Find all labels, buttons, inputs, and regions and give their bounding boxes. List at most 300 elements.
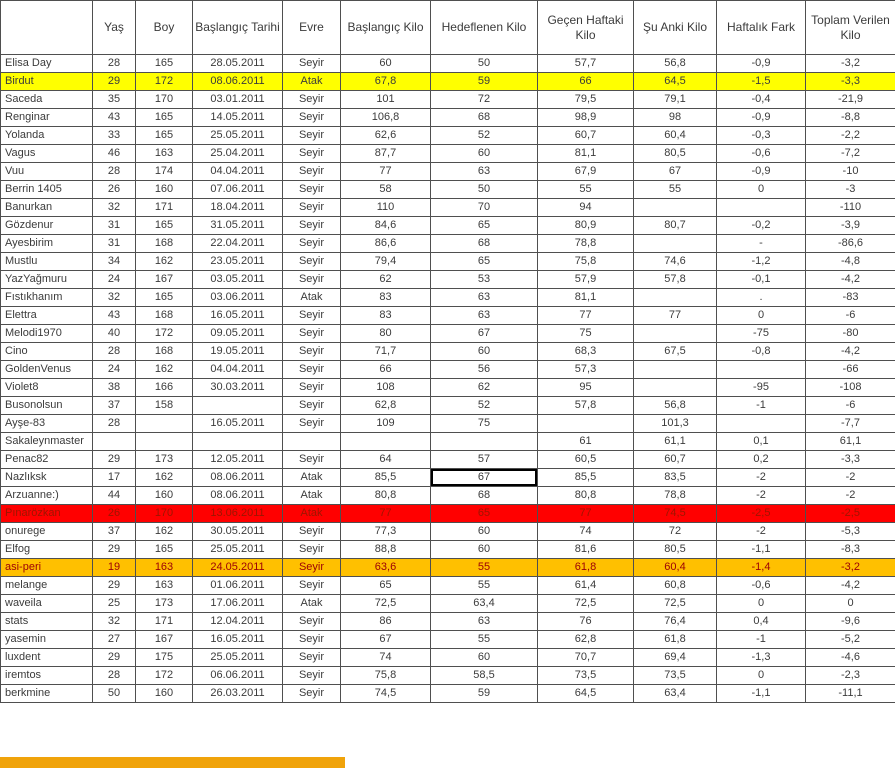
- cell-name[interactable]: Vagus: [1, 145, 93, 163]
- cell-su_anki_kilo[interactable]: 80,7: [634, 217, 717, 235]
- cell-hedeflenen_kilo[interactable]: 59: [431, 73, 538, 91]
- cell-evre[interactable]: Seyir: [283, 199, 341, 217]
- cell-gecen_haftaki_kilo[interactable]: 78,8: [538, 235, 634, 253]
- cell-baslangic_kilo[interactable]: 60: [341, 55, 431, 73]
- cell-su_anki_kilo[interactable]: 74,6: [634, 253, 717, 271]
- cell-name[interactable]: Elettra: [1, 307, 93, 325]
- cell-hedeflenen_kilo[interactable]: 65: [431, 505, 538, 523]
- cell-hedeflenen_kilo[interactable]: 68: [431, 235, 538, 253]
- cell-toplam_verilen_kilo[interactable]: -4,2: [806, 577, 895, 595]
- cell-hedeflenen_kilo[interactable]: 63: [431, 289, 538, 307]
- cell-tarih[interactable]: 03.01.2011: [193, 91, 283, 109]
- cell-su_anki_kilo[interactable]: 69,4: [634, 649, 717, 667]
- cell-haftalik_fark[interactable]: 0,4: [717, 613, 806, 631]
- cell-su_anki_kilo[interactable]: 77: [634, 307, 717, 325]
- cell-name[interactable]: Saceda: [1, 91, 93, 109]
- cell-tarih[interactable]: 08.06.2011: [193, 487, 283, 505]
- cell-tarih[interactable]: 07.06.2011: [193, 181, 283, 199]
- cell-evre[interactable]: Atak: [283, 469, 341, 487]
- cell-toplam_verilen_kilo[interactable]: 61,1: [806, 433, 895, 451]
- cell-su_anki_kilo[interactable]: 80,5: [634, 145, 717, 163]
- cell-yas[interactable]: 28: [93, 343, 136, 361]
- cell-boy[interactable]: 172: [136, 325, 193, 343]
- cell-yas[interactable]: 31: [93, 235, 136, 253]
- cell-name[interactable]: Arzuanne:): [1, 487, 93, 505]
- cell-boy[interactable]: 171: [136, 199, 193, 217]
- header-cell-gecen_haftaki_kilo[interactable]: Geçen Haftaki Kilo: [538, 1, 634, 55]
- cell-hedeflenen_kilo[interactable]: 60: [431, 145, 538, 163]
- cell-baslangic_kilo[interactable]: 106,8: [341, 109, 431, 127]
- cell-baslangic_kilo[interactable]: 63,6: [341, 559, 431, 577]
- cell-baslangic_kilo[interactable]: 108: [341, 379, 431, 397]
- cell-baslangic_kilo[interactable]: 74: [341, 649, 431, 667]
- cell-su_anki_kilo[interactable]: 56,8: [634, 397, 717, 415]
- cell-toplam_verilen_kilo[interactable]: -5,2: [806, 631, 895, 649]
- cell-yas[interactable]: 32: [93, 199, 136, 217]
- cell-haftalik_fark[interactable]: -0,6: [717, 145, 806, 163]
- cell-toplam_verilen_kilo[interactable]: -7,2: [806, 145, 895, 163]
- cell-boy[interactable]: 175: [136, 649, 193, 667]
- cell-haftalik_fark[interactable]: 0: [717, 667, 806, 685]
- cell-haftalik_fark[interactable]: -1,3: [717, 649, 806, 667]
- cell-su_anki_kilo[interactable]: 55: [634, 181, 717, 199]
- cell-evre[interactable]: Seyir: [283, 523, 341, 541]
- cell-yas[interactable]: 33: [93, 127, 136, 145]
- cell-boy[interactable]: 165: [136, 541, 193, 559]
- cell-haftalik_fark[interactable]: -0,2: [717, 217, 806, 235]
- cell-evre[interactable]: Atak: [283, 289, 341, 307]
- cell-haftalik_fark[interactable]: -0,9: [717, 109, 806, 127]
- cell-hedeflenen_kilo[interactable]: 50: [431, 181, 538, 199]
- cell-gecen_haftaki_kilo[interactable]: 95: [538, 379, 634, 397]
- cell-baslangic_kilo[interactable]: 62,8: [341, 397, 431, 415]
- cell-toplam_verilen_kilo[interactable]: -2,2: [806, 127, 895, 145]
- cell-toplam_verilen_kilo[interactable]: -86,6: [806, 235, 895, 253]
- cell-boy[interactable]: 160: [136, 685, 193, 703]
- cell-baslangic_kilo[interactable]: 62,6: [341, 127, 431, 145]
- cell-boy[interactable]: 160: [136, 487, 193, 505]
- cell-tarih[interactable]: 16.05.2011: [193, 307, 283, 325]
- cell-hedeflenen_kilo[interactable]: 50: [431, 55, 538, 73]
- cell-boy[interactable]: 165: [136, 109, 193, 127]
- cell-haftalik_fark[interactable]: -75: [717, 325, 806, 343]
- cell-boy[interactable]: 165: [136, 217, 193, 235]
- cell-su_anki_kilo[interactable]: 67: [634, 163, 717, 181]
- cell-gecen_haftaki_kilo[interactable]: 61,4: [538, 577, 634, 595]
- cell-toplam_verilen_kilo[interactable]: -9,6: [806, 613, 895, 631]
- cell-su_anki_kilo[interactable]: 56,8: [634, 55, 717, 73]
- cell-hedeflenen_kilo[interactable]: 56: [431, 361, 538, 379]
- cell-evre[interactable]: Seyir: [283, 217, 341, 235]
- cell-tarih[interactable]: 28.05.2011: [193, 55, 283, 73]
- cell-evre[interactable]: Seyir: [283, 253, 341, 271]
- cell-name[interactable]: yasemin: [1, 631, 93, 649]
- cell-yas[interactable]: 43: [93, 109, 136, 127]
- cell-baslangic_kilo[interactable]: 77,3: [341, 523, 431, 541]
- cell-tarih[interactable]: 13.06.2011: [193, 505, 283, 523]
- cell-toplam_verilen_kilo[interactable]: -7,7: [806, 415, 895, 433]
- cell-gecen_haftaki_kilo[interactable]: 57,3: [538, 361, 634, 379]
- cell-su_anki_kilo[interactable]: [634, 235, 717, 253]
- cell-evre[interactable]: Seyir: [283, 235, 341, 253]
- cell-gecen_haftaki_kilo[interactable]: 72,5: [538, 595, 634, 613]
- cell-haftalik_fark[interactable]: -0,6: [717, 577, 806, 595]
- cell-boy[interactable]: 162: [136, 523, 193, 541]
- cell-toplam_verilen_kilo[interactable]: 0: [806, 595, 895, 613]
- cell-evre[interactable]: Seyir: [283, 343, 341, 361]
- cell-haftalik_fark[interactable]: -95: [717, 379, 806, 397]
- cell-name[interactable]: Sakaleynmaster: [1, 433, 93, 451]
- cell-evre[interactable]: Seyir: [283, 55, 341, 73]
- cell-evre[interactable]: Seyir: [283, 613, 341, 631]
- header-cell-haftalik_fark[interactable]: Haftalık Fark: [717, 1, 806, 55]
- cell-evre[interactable]: Seyir: [283, 127, 341, 145]
- cell-hedeflenen_kilo[interactable]: 52: [431, 127, 538, 145]
- cell-tarih[interactable]: 08.06.2011: [193, 469, 283, 487]
- cell-evre[interactable]: Seyir: [283, 271, 341, 289]
- cell-yas[interactable]: 28: [93, 415, 136, 433]
- cell-toplam_verilen_kilo[interactable]: -6: [806, 397, 895, 415]
- cell-gecen_haftaki_kilo[interactable]: 60,7: [538, 127, 634, 145]
- cell-toplam_verilen_kilo[interactable]: -2: [806, 469, 895, 487]
- cell-gecen_haftaki_kilo[interactable]: 75: [538, 325, 634, 343]
- cell-yas[interactable]: 17: [93, 469, 136, 487]
- cell-hedeflenen_kilo[interactable]: 63,4: [431, 595, 538, 613]
- cell-name[interactable]: stats: [1, 613, 93, 631]
- cell-name[interactable]: Violet8: [1, 379, 93, 397]
- cell-yas[interactable]: 50: [93, 685, 136, 703]
- cell-haftalik_fark[interactable]: -0,9: [717, 163, 806, 181]
- cell-evre[interactable]: Seyir: [283, 577, 341, 595]
- cell-name[interactable]: Busonolsun: [1, 397, 93, 415]
- cell-name[interactable]: Ayesbirim: [1, 235, 93, 253]
- cell-evre[interactable]: Seyir: [283, 541, 341, 559]
- cell-baslangic_kilo[interactable]: 80: [341, 325, 431, 343]
- header-cell-baslangic_kilo[interactable]: Başlangıç Kilo: [341, 1, 431, 55]
- cell-hedeflenen_kilo[interactable]: 65: [431, 253, 538, 271]
- cell-yas[interactable]: 32: [93, 613, 136, 631]
- cell-gecen_haftaki_kilo[interactable]: 55: [538, 181, 634, 199]
- cell-tarih[interactable]: [193, 433, 283, 451]
- cell-haftalik_fark[interactable]: -1: [717, 397, 806, 415]
- cell-haftalik_fark[interactable]: -1: [717, 631, 806, 649]
- cell-haftalik_fark[interactable]: -1,1: [717, 541, 806, 559]
- cell-yas[interactable]: 40: [93, 325, 136, 343]
- cell-hedeflenen_kilo[interactable]: 63: [431, 163, 538, 181]
- cell-haftalik_fark[interactable]: [717, 199, 806, 217]
- header-cell-evre[interactable]: Evre: [283, 1, 341, 55]
- cell-tarih[interactable]: 14.05.2011: [193, 109, 283, 127]
- cell-name[interactable]: GoldenVenus: [1, 361, 93, 379]
- cell-boy[interactable]: 168: [136, 235, 193, 253]
- cell-boy[interactable]: 171: [136, 613, 193, 631]
- cell-baslangic_kilo[interactable]: 71,7: [341, 343, 431, 361]
- cell-tarih[interactable]: 03.05.2011: [193, 271, 283, 289]
- cell-yas[interactable]: [93, 433, 136, 451]
- cell-name[interactable]: iremtos: [1, 667, 93, 685]
- cell-haftalik_fark[interactable]: -0,9: [717, 55, 806, 73]
- cell-yas[interactable]: 24: [93, 361, 136, 379]
- cell-evre[interactable]: Atak: [283, 73, 341, 91]
- cell-tarih[interactable]: 23.05.2011: [193, 253, 283, 271]
- cell-yas[interactable]: 29: [93, 451, 136, 469]
- cell-gecen_haftaki_kilo[interactable]: 70,7: [538, 649, 634, 667]
- cell-toplam_verilen_kilo[interactable]: -108: [806, 379, 895, 397]
- cell-haftalik_fark[interactable]: -0,1: [717, 271, 806, 289]
- cell-toplam_verilen_kilo[interactable]: -3,2: [806, 559, 895, 577]
- cell-baslangic_kilo[interactable]: 74,5: [341, 685, 431, 703]
- cell-hedeflenen_kilo[interactable]: 65: [431, 217, 538, 235]
- cell-toplam_verilen_kilo[interactable]: -2: [806, 487, 895, 505]
- cell-su_anki_kilo[interactable]: [634, 289, 717, 307]
- cell-name[interactable]: Fıstıkhanım: [1, 289, 93, 307]
- cell-name[interactable]: berkmine: [1, 685, 93, 703]
- cell-boy[interactable]: 165: [136, 127, 193, 145]
- cell-boy[interactable]: 162: [136, 253, 193, 271]
- cell-haftalik_fark[interactable]: -0,3: [717, 127, 806, 145]
- cell-su_anki_kilo[interactable]: 63,4: [634, 685, 717, 703]
- cell-haftalik_fark[interactable]: 0: [717, 307, 806, 325]
- cell-haftalik_fark[interactable]: 0,1: [717, 433, 806, 451]
- cell-yas[interactable]: 34: [93, 253, 136, 271]
- cell-su_anki_kilo[interactable]: 74,5: [634, 505, 717, 523]
- cell-yas[interactable]: 25: [93, 595, 136, 613]
- cell-name[interactable]: waveila: [1, 595, 93, 613]
- cell-tarih[interactable]: 06.06.2011: [193, 667, 283, 685]
- cell-boy[interactable]: 170: [136, 505, 193, 523]
- cell-toplam_verilen_kilo[interactable]: -3,3: [806, 451, 895, 469]
- cell-name[interactable]: Cino: [1, 343, 93, 361]
- cell-su_anki_kilo[interactable]: 83,5: [634, 469, 717, 487]
- cell-gecen_haftaki_kilo[interactable]: 77: [538, 307, 634, 325]
- cell-tarih[interactable]: 25.05.2011: [193, 541, 283, 559]
- cell-tarih[interactable]: 17.06.2011: [193, 595, 283, 613]
- cell-gecen_haftaki_kilo[interactable]: 57,8: [538, 397, 634, 415]
- cell-su_anki_kilo[interactable]: [634, 361, 717, 379]
- cell-boy[interactable]: 173: [136, 595, 193, 613]
- cell-evre[interactable]: Seyir: [283, 379, 341, 397]
- cell-name[interactable]: Melodi1970: [1, 325, 93, 343]
- header-cell-name[interactable]: [1, 1, 93, 55]
- cell-name[interactable]: Nazlıksk: [1, 469, 93, 487]
- cell-name[interactable]: melange: [1, 577, 93, 595]
- cell-yas[interactable]: 29: [93, 649, 136, 667]
- cell-yas[interactable]: 31: [93, 217, 136, 235]
- cell-gecen_haftaki_kilo[interactable]: 57,7: [538, 55, 634, 73]
- cell-name[interactable]: Vuu: [1, 163, 93, 181]
- cell-hedeflenen_kilo[interactable]: 75: [431, 415, 538, 433]
- cell-tarih[interactable]: 01.06.2011: [193, 577, 283, 595]
- cell-gecen_haftaki_kilo[interactable]: 61,8: [538, 559, 634, 577]
- cell-baslangic_kilo[interactable]: 80,8: [341, 487, 431, 505]
- cell-tarih[interactable]: 18.04.2011: [193, 199, 283, 217]
- cell-baslangic_kilo[interactable]: 67,8: [341, 73, 431, 91]
- cell-name[interactable]: Pınarözkan: [1, 505, 93, 523]
- cell-name[interactable]: Banurkan: [1, 199, 93, 217]
- cell-boy[interactable]: 167: [136, 631, 193, 649]
- cell-hedeflenen_kilo[interactable]: 53: [431, 271, 538, 289]
- cell-boy[interactable]: 166: [136, 379, 193, 397]
- cell-boy[interactable]: 172: [136, 667, 193, 685]
- cell-evre[interactable]: Seyir: [283, 361, 341, 379]
- cell-boy[interactable]: 165: [136, 289, 193, 307]
- cell-toplam_verilen_kilo[interactable]: -4,6: [806, 649, 895, 667]
- cell-toplam_verilen_kilo[interactable]: -3,3: [806, 73, 895, 91]
- cell-haftalik_fark[interactable]: 0,2: [717, 451, 806, 469]
- cell-su_anki_kilo[interactable]: 60,7: [634, 451, 717, 469]
- cell-toplam_verilen_kilo[interactable]: -3: [806, 181, 895, 199]
- cell-gecen_haftaki_kilo[interactable]: 85,5: [538, 469, 634, 487]
- cell-su_anki_kilo[interactable]: 60,8: [634, 577, 717, 595]
- cell-su_anki_kilo[interactable]: 61,8: [634, 631, 717, 649]
- cell-baslangic_kilo[interactable]: 77: [341, 505, 431, 523]
- cell-baslangic_kilo[interactable]: 86,6: [341, 235, 431, 253]
- cell-toplam_verilen_kilo[interactable]: -83: [806, 289, 895, 307]
- cell-evre[interactable]: Seyir: [283, 145, 341, 163]
- cell-tarih[interactable]: [193, 397, 283, 415]
- cell-toplam_verilen_kilo[interactable]: -8,8: [806, 109, 895, 127]
- cell-su_anki_kilo[interactable]: 80,5: [634, 541, 717, 559]
- cell-tarih[interactable]: 04.04.2011: [193, 361, 283, 379]
- cell-evre[interactable]: Seyir: [283, 325, 341, 343]
- cell-gecen_haftaki_kilo[interactable]: 62,8: [538, 631, 634, 649]
- cell-toplam_verilen_kilo[interactable]: -2,3: [806, 667, 895, 685]
- cell-toplam_verilen_kilo[interactable]: -80: [806, 325, 895, 343]
- cell-toplam_verilen_kilo[interactable]: -8,3: [806, 541, 895, 559]
- cell-evre[interactable]: Seyir: [283, 181, 341, 199]
- cell-su_anki_kilo[interactable]: 72,5: [634, 595, 717, 613]
- cell-hedeflenen_kilo[interactable]: 63: [431, 307, 538, 325]
- cell-yas[interactable]: 46: [93, 145, 136, 163]
- cell-haftalik_fark[interactable]: -2: [717, 487, 806, 505]
- cell-tarih[interactable]: 16.05.2011: [193, 631, 283, 649]
- cell-toplam_verilen_kilo[interactable]: -21,9: [806, 91, 895, 109]
- cell-toplam_verilen_kilo[interactable]: -6: [806, 307, 895, 325]
- cell-hedeflenen_kilo[interactable]: 67: [431, 325, 538, 343]
- cell-hedeflenen_kilo[interactable]: 68: [431, 487, 538, 505]
- cell-yas[interactable]: 43: [93, 307, 136, 325]
- cell-name[interactable]: YazYağmuru: [1, 271, 93, 289]
- cell-su_anki_kilo[interactable]: 79,1: [634, 91, 717, 109]
- cell-haftalik_fark[interactable]: 0: [717, 181, 806, 199]
- cell-hedeflenen_kilo[interactable]: 60: [431, 343, 538, 361]
- cell-su_anki_kilo[interactable]: 60,4: [634, 127, 717, 145]
- cell-baslangic_kilo[interactable]: 84,6: [341, 217, 431, 235]
- cell-haftalik_fark[interactable]: [717, 361, 806, 379]
- cell-evre[interactable]: Atak: [283, 595, 341, 613]
- cell-name[interactable]: Mustlu: [1, 253, 93, 271]
- header-cell-toplam_verilen_kilo[interactable]: Toplam Verilen Kilo: [806, 1, 895, 55]
- cell-evre[interactable]: Atak: [283, 505, 341, 523]
- cell-evre[interactable]: Seyir: [283, 667, 341, 685]
- cell-evre[interactable]: Seyir: [283, 397, 341, 415]
- cell-hedeflenen_kilo[interactable]: 58,5: [431, 667, 538, 685]
- cell-gecen_haftaki_kilo[interactable]: 73,5: [538, 667, 634, 685]
- cell-name[interactable]: asi-peri: [1, 559, 93, 577]
- cell-name[interactable]: Elisa Day: [1, 55, 93, 73]
- cell-yas[interactable]: 28: [93, 163, 136, 181]
- cell-name[interactable]: onurege: [1, 523, 93, 541]
- cell-haftalik_fark[interactable]: -2,5: [717, 505, 806, 523]
- cell-haftalik_fark[interactable]: -: [717, 235, 806, 253]
- cell-baslangic_kilo[interactable]: 67: [341, 631, 431, 649]
- cell-su_anki_kilo[interactable]: 60,4: [634, 559, 717, 577]
- cell-name[interactable]: Ayşe-83: [1, 415, 93, 433]
- cell-tarih[interactable]: 31.05.2011: [193, 217, 283, 235]
- cell-toplam_verilen_kilo[interactable]: -10: [806, 163, 895, 181]
- cell-toplam_verilen_kilo[interactable]: -110: [806, 199, 895, 217]
- cell-tarih[interactable]: 12.05.2011: [193, 451, 283, 469]
- cell-haftalik_fark[interactable]: -0,8: [717, 343, 806, 361]
- cell-baslangic_kilo[interactable]: 85,5: [341, 469, 431, 487]
- cell-hedeflenen_kilo[interactable]: 60: [431, 523, 538, 541]
- cell-boy[interactable]: 162: [136, 361, 193, 379]
- cell-baslangic_kilo[interactable]: 109: [341, 415, 431, 433]
- cell-toplam_verilen_kilo[interactable]: -4,2: [806, 343, 895, 361]
- cell-tarih[interactable]: 03.06.2011: [193, 289, 283, 307]
- cell-evre[interactable]: Seyir: [283, 91, 341, 109]
- cell-name[interactable]: Berrin 1405: [1, 181, 93, 199]
- cell-baslangic_kilo[interactable]: 58: [341, 181, 431, 199]
- cell-tarih[interactable]: 08.06.2011: [193, 73, 283, 91]
- cell-evre[interactable]: Seyir: [283, 649, 341, 667]
- header-cell-su_anki_kilo[interactable]: Şu Anki Kilo: [634, 1, 717, 55]
- cell-boy[interactable]: 158: [136, 397, 193, 415]
- cell-boy[interactable]: 167: [136, 271, 193, 289]
- cell-baslangic_kilo[interactable]: 110: [341, 199, 431, 217]
- cell-yas[interactable]: 29: [93, 577, 136, 595]
- cell-baslangic_kilo[interactable]: 77: [341, 163, 431, 181]
- cell-yas[interactable]: 24: [93, 271, 136, 289]
- cell-hedeflenen_kilo[interactable]: 52: [431, 397, 538, 415]
- cell-evre[interactable]: Seyir: [283, 685, 341, 703]
- cell-name[interactable]: Elfog: [1, 541, 93, 559]
- cell-haftalik_fark[interactable]: -1,5: [717, 73, 806, 91]
- cell-toplam_verilen_kilo[interactable]: -66: [806, 361, 895, 379]
- cell-hedeflenen_kilo[interactable]: 57: [431, 451, 538, 469]
- cell-tarih[interactable]: 30.05.2011: [193, 523, 283, 541]
- cell-hedeflenen_kilo[interactable]: [431, 433, 538, 451]
- cell-tarih[interactable]: 24.05.2011: [193, 559, 283, 577]
- cell-name[interactable]: Penac82: [1, 451, 93, 469]
- cell-hedeflenen_kilo[interactable]: 70: [431, 199, 538, 217]
- cell-yas[interactable]: 29: [93, 541, 136, 559]
- cell-hedeflenen_kilo[interactable]: 63: [431, 613, 538, 631]
- cell-haftalik_fark[interactable]: -2: [717, 469, 806, 487]
- cell-su_anki_kilo[interactable]: 76,4: [634, 613, 717, 631]
- cell-gecen_haftaki_kilo[interactable]: 74: [538, 523, 634, 541]
- cell-gecen_haftaki_kilo[interactable]: 68,3: [538, 343, 634, 361]
- cell-gecen_haftaki_kilo[interactable]: 80,8: [538, 487, 634, 505]
- cell-hedeflenen_kilo[interactable]: 60: [431, 541, 538, 559]
- cell-haftalik_fark[interactable]: -1,1: [717, 685, 806, 703]
- cell-gecen_haftaki_kilo[interactable]: 67,9: [538, 163, 634, 181]
- cell-boy[interactable]: 162: [136, 469, 193, 487]
- cell-gecen_haftaki_kilo[interactable]: 98,9: [538, 109, 634, 127]
- cell-haftalik_fark[interactable]: .: [717, 289, 806, 307]
- cell-gecen_haftaki_kilo[interactable]: 81,1: [538, 145, 634, 163]
- cell-gecen_haftaki_kilo[interactable]: 79,5: [538, 91, 634, 109]
- cell-yas[interactable]: 19: [93, 559, 136, 577]
- header-cell-yas[interactable]: Yaş: [93, 1, 136, 55]
- cell-tarih[interactable]: 25.05.2011: [193, 127, 283, 145]
- cell-toplam_verilen_kilo[interactable]: -4,8: [806, 253, 895, 271]
- cell-tarih[interactable]: 26.03.2011: [193, 685, 283, 703]
- cell-tarih[interactable]: 19.05.2011: [193, 343, 283, 361]
- cell-su_anki_kilo[interactable]: 101,3: [634, 415, 717, 433]
- cell-su_anki_kilo[interactable]: 61,1: [634, 433, 717, 451]
- cell-toplam_verilen_kilo[interactable]: -3,9: [806, 217, 895, 235]
